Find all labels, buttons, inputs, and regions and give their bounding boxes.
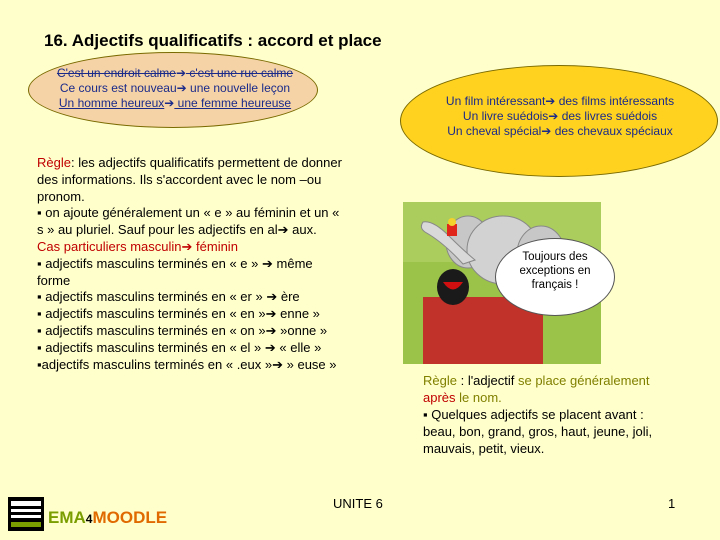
right-arrow-icon: ➔	[541, 124, 552, 138]
right-arrow-icon: ➔	[176, 81, 187, 95]
special-case: ▪adjectifs masculins terminés en « .eux »➔ » euse »	[37, 356, 337, 372]
right-arrow-icon: ➔	[266, 289, 278, 305]
example-line: Un homme heureux➔ une femme heureuse	[58, 96, 292, 110]
page-title: 16. Adjectifs qualificatifs : accord et place	[44, 31, 382, 50]
example-line: Un livre suédois➔ des livres suédois	[462, 109, 658, 123]
special-case: ▪ adjectifs masculins terminés en « er » ➔ ère	[37, 289, 300, 305]
right-arrow-icon: ➔	[265, 322, 277, 338]
special-case: ▪ adjectifs masculins terminés en « on »➔ »onne »	[37, 322, 328, 338]
right-arrow-icon: ➔	[272, 356, 284, 372]
right-arrow-icon: ➔	[548, 109, 559, 123]
special-case: ▪ adjectifs masculins terminés en « el » ➔ « elle »	[37, 339, 322, 355]
page-number: 1	[668, 496, 676, 511]
right-arrow-icon: ➔	[262, 255, 273, 271]
special-case: ▪ adjectifs masculins terminés en « en »➔ enne »	[37, 306, 320, 322]
right-arrow-icon: ➔	[277, 222, 289, 238]
right-arrow-icon: ➔	[265, 306, 277, 322]
rule-label: Règle	[37, 155, 71, 170]
example-line: Ce cours est nouveau➔ une nouvelle leçon	[59, 81, 291, 95]
right-arrow-icon: ➔	[181, 238, 193, 254]
example-line: C'est un endroit calme➔ c'est une rue calme	[56, 66, 294, 80]
right-arrow-icon: ➔	[175, 66, 187, 80]
rule-label: Règle	[423, 373, 457, 388]
special-case: ▪ adjectifs masculins terminés en « e » ➔ même forme	[37, 255, 313, 288]
speech-bubble-text: Toujours des exceptions en français !	[519, 251, 591, 291]
rule-bullet: ▪ Quelques adjectifs se placent avant : beau, bon, grand, gros, haut, jeune, joli, mauvais, petit, vieux.	[423, 407, 653, 456]
right-arrow-icon: ➔	[164, 96, 175, 110]
unit-label: UNITE 6	[333, 496, 383, 511]
rule-bullet: ▪ on ajoute généralement un « e » au féminin et un « s » au pluriel. Sauf pour les adjectifs en al➔ aux.	[37, 205, 340, 238]
special-cases-heading: Cas particuliers masculin➔ féminin	[37, 238, 238, 254]
right-arrow-icon: ➔	[264, 339, 276, 355]
institution-logo	[8, 497, 44, 531]
placement-rule: Règle : l'adjectif se place généralement après le nom. ▪ Quelques adjectifs se placent avant : beau, bon, grand, gros, haut, jeune, joli, mauvais, petit, vieux.	[423, 372, 663, 457]
agreement-rule: Règle: les adjectifs qualificatifs permettent de donner des informations. Ils s'accordent avec le nom –ou pronom. ▪ on ajoute généralement un « e » au féminin et un « s » au pluriel. Sauf pour les adjectifs en al➔ aux. Cas particuliers masculin➔ féminin ▪ adjectifs masculins terminés en « e » ➔ même forme ▪ adjectifs masculins terminés en « er » ➔ ère ▪ adjectifs masculins terminés en « en »➔ enne » ▪ adjectifs masculins terminés en « on »➔ »onne » ▪ adjectifs masculins terminés en « el » ➔ « elle » ▪adjectifs masculins terminés en « .eux »➔ » euse »	[37, 155, 342, 372]
example-line: Un film intéressant➔ des films intéressants	[445, 94, 675, 108]
brand-logo: EMA4MOODLE	[48, 508, 168, 527]
right-arrow-icon: ➔	[545, 94, 556, 108]
example-line: Un cheval spécial➔ des chevaux spéciaux	[447, 124, 673, 138]
